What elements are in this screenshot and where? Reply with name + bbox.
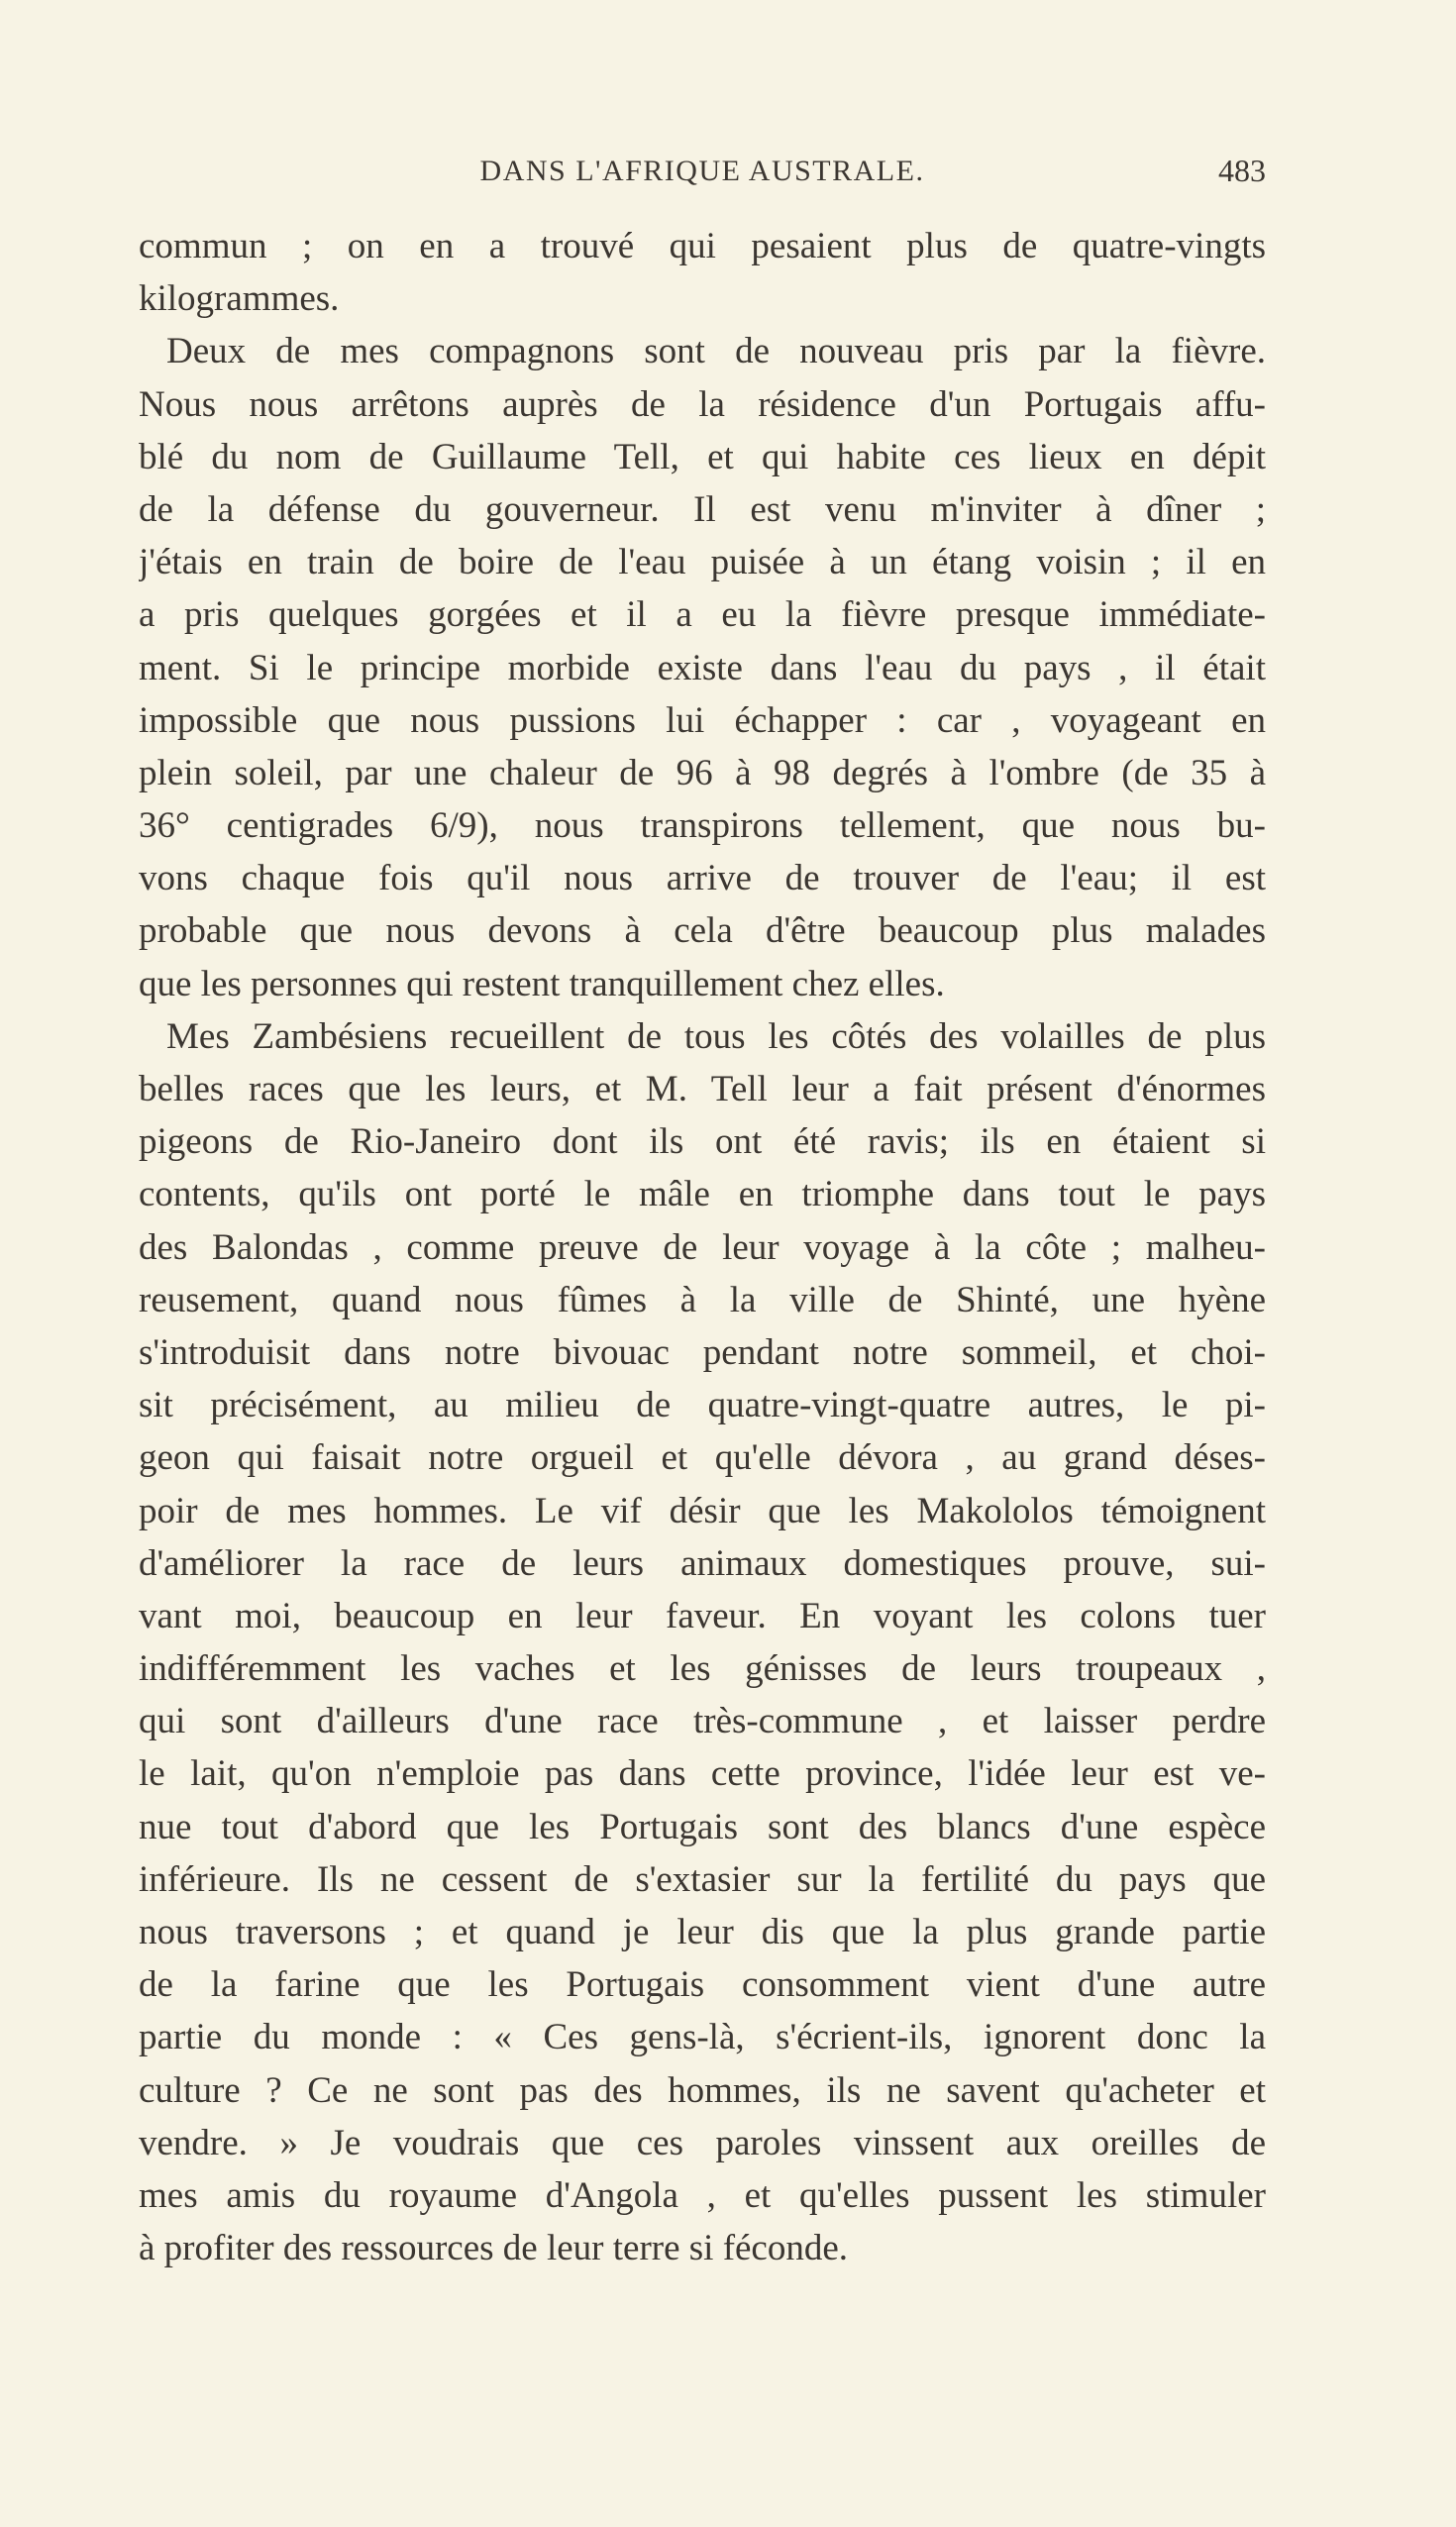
text-line: de la farine que les Portugais consomment vient d'une autre <box>139 1964 1266 2006</box>
text-line: ment. Si le principe morbide existe dans l'eau du pays , il était <box>139 647 1266 688</box>
text-line: sit précisément, au milieu de quatre-vingt-quatre autres, le pi- <box>139 1385 1266 1426</box>
text-line: inférieure. Ils ne cessent de s'extasier sur la fertilité du pays que <box>139 1858 1266 1900</box>
text-line: a pris quelques gorgées et il a eu la fièvre presque immédiate- <box>139 594 1266 636</box>
text-line: j'étais en train de boire de l'eau puisée à un étang voisin ; il en <box>139 542 1266 583</box>
paragraph <box>139 325 1266 1009</box>
text-line: s'introduisit dans notre bivouac pendant notre sommeil, et choi- <box>139 1331 1266 1373</box>
paragraph <box>139 1010 1266 2275</box>
running-title: DANS L'AFRIQUE AUSTRALE. <box>479 155 925 187</box>
text-line: des Balondas , comme preuve de leur voyage à la côte ; malheu- <box>139 1226 1266 1268</box>
text-line: à profiter des ressources de leur terre si féconde. <box>139 2228 849 2269</box>
text-line: contents, qu'ils ont porté le mâle en triomphe dans tout le pays <box>139 1174 1266 1215</box>
text-line: nous traversons ; et quand je leur dis que la plus grande partie <box>139 1912 1266 1952</box>
text-line: Nous nous arrêtons auprès de la résidence d'un Portugais affu- <box>139 383 1266 425</box>
text-line: 36° centigrades 6/9), nous transpirons tellement, que nous bu- <box>139 805 1266 847</box>
text-line: vant moi, beaucoup en leur faveur. En voyant les colons tuer <box>139 1595 1266 1636</box>
page-header <box>139 151 1266 200</box>
text-line: plein soleil, par une chaleur de 96 à 98 degrés à l'ombre (de 35 à <box>139 752 1266 793</box>
text-line: commun ; on en a trouvé qui pesaient plus de quatre-vingts <box>139 226 1266 266</box>
text-line: vendre. » Je voudrais que ces paroles vinssent aux oreilles de <box>139 2122 1266 2163</box>
text-line: reusement, quand nous fûmes à la ville de Shinté, une hyène <box>139 1279 1266 1320</box>
text-line: geon qui faisait notre orgueil et qu'elle dévora , au grand déses- <box>139 1437 1266 1479</box>
text-line: indifféremment les vaches et les génisses de leurs troupeaux , <box>139 1648 1266 1690</box>
page-number: 483 <box>1218 153 1266 188</box>
text-line: poir de mes hommes. Le vif désir que les Makololos témoignent <box>139 1490 1266 1531</box>
text-line: nue tout d'abord que les Portugais sont des blancs d'une espèce <box>139 1806 1266 1847</box>
text-line: culture ? Ce ne sont pas des hommes, ils ne savent qu'acheter et <box>139 2069 1266 2111</box>
text-line: impossible que nous pussions lui échapper : car , voyageant en <box>139 699 1266 741</box>
text-line: kilogrammes. <box>139 278 340 320</box>
text-line: Deux de mes compagnons sont de nouveau pris par la fièvre. <box>166 331 1266 372</box>
text-line: mes amis du royaume d'Angola , et qu'elles pussent les stimuler <box>139 2174 1266 2216</box>
text-line: pigeons de Rio-Janeiro dont ils ont été ravis; ils en étaient si <box>139 1121 1266 1163</box>
paragraph <box>139 220 1266 325</box>
text-line: probable que nous devons à cela d'être beaucoup plus malades <box>139 910 1266 952</box>
text-line: d'améliorer la race de leurs animaux domestiques prouve, sui- <box>139 1542 1266 1584</box>
body-text <box>139 220 1266 2274</box>
text-line: Mes Zambésiens recueillent de tous les côtés des volailles de plus <box>166 1015 1266 1057</box>
text-line: belles races que les leurs, et M. Tell leur a fait présent d'énormes <box>139 1069 1266 1109</box>
text-line: blé du nom de Guillaume Tell, et qui habite ces lieux en dépit <box>139 436 1266 477</box>
text-line: qui sont d'ailleurs d'une race très-commune , et laisser perdre <box>139 1701 1266 1742</box>
text-line: que les personnes qui restent tranquillement chez elles. <box>139 963 945 1004</box>
text-line: partie du monde : « Ces gens-là, s'écrient-ils, ignorent donc la <box>139 2017 1266 2058</box>
text-line: de la défense du gouverneur. Il est venu m'inviter à dîner ; <box>139 488 1266 530</box>
text-line: vons chaque fois qu'il nous arrive de trouver de l'eau; il est <box>139 858 1266 899</box>
text-line: le lait, qu'on n'emploie pas dans cette province, l'idée leur est ve- <box>139 1753 1266 1795</box>
